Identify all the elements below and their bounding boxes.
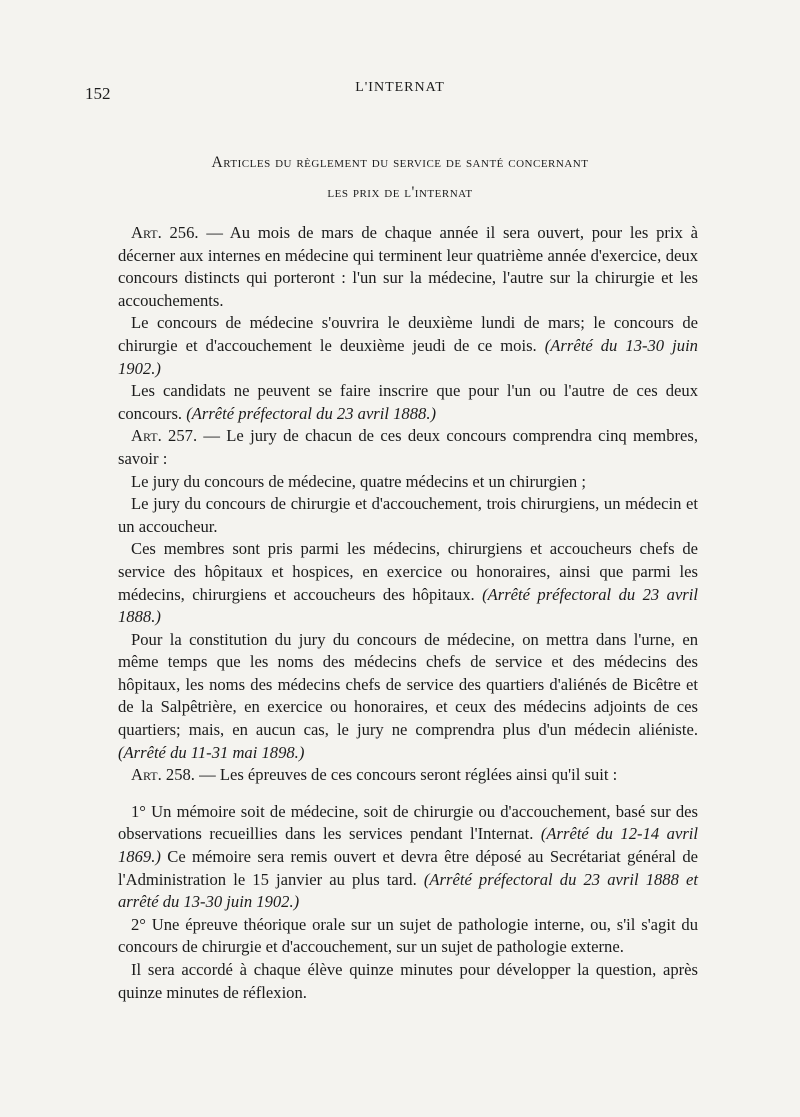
paragraph bbox=[118, 493, 698, 538]
page-number: 152 bbox=[85, 84, 111, 103]
section-title bbox=[90, 148, 710, 208]
paragraph bbox=[118, 380, 698, 425]
citation: (Arrêté du 13-30 juin 1902.) bbox=[118, 335, 698, 378]
citation: (Arrêté du 12-14 avril 1869.) bbox=[118, 824, 698, 867]
running-head: L'INTERNAT bbox=[355, 80, 445, 95]
citation: (Arrêté préfectoral du 23 avril 1888 et arrêté du 13-30 juin 1902.) bbox=[118, 869, 698, 912]
paragraph bbox=[118, 959, 698, 1004]
article-label: Art. 256. bbox=[131, 223, 199, 242]
citation: (Arrêté du 11-31 mai 1898.) bbox=[118, 742, 305, 762]
article-label: Art. 258. bbox=[131, 765, 195, 785]
article-label: Art. 257. bbox=[131, 426, 198, 446]
paragraph bbox=[118, 538, 698, 628]
citation: (Arrêté préfectoral du 23 avril 1888.) bbox=[118, 584, 698, 627]
paragraph-text: Le concours de médecine s'ouvrira le deuxième lundi de mars; le concours de chirurgie et d'accouchement le deuxième jeudi de ce mois. bbox=[118, 313, 698, 355]
paragraph bbox=[118, 471, 698, 494]
section-title-line-1: Articles du règlement du service de santé concernant bbox=[211, 154, 589, 171]
paragraph-text: — Au mois de mars de chaque année il sera ouvert, pour les prix à décerner aux internes en médecine qui terminent leur quatrième année d'exercice, deux concours distincts qui porteront : l'un sur la médecine, l'autre sur la chirurgie et les accouchements. bbox=[118, 223, 698, 310]
paragraph bbox=[118, 312, 698, 380]
paragraph-art-257 bbox=[118, 425, 698, 470]
paragraph-text: Ces membres sont pris parmi les médecins, chirurgiens et accoucheurs chefs de service des hôpitaux et hospices, en exercice ou honoraires, ainsi que parmi les médecins, chirurgiens et accoucheurs des hôpitaux. bbox=[118, 539, 698, 604]
paragraph-text: 2° Une épreuve théorique orale sur un sujet de pathologie interne, ou, s'il s'agit du concours de chirurgie et d'accouchement, sur un sujet de pathologie externe. bbox=[118, 914, 698, 957]
paragraph-text: Pour la constitution du jury du concours de médecine, on mettra dans l'urne, en même temps que les noms des médecins chefs de service et des médecins des hôpitaux, les noms des médecins chefs de service des quartiers d'aliénés de Bicêtre et de la Salpêtrière, en exercice ou honoraires, et ceux des médecins adjoints de ces quartiers; mais, en aucun cas, le jury ne comprendra plus d'un médecin aliéniste. bbox=[118, 629, 698, 740]
paragraph bbox=[118, 801, 698, 914]
body-text bbox=[118, 222, 698, 1004]
paragraph-text: Le jury du concours de médecine, quatre médecins et un chirurgien ; bbox=[131, 471, 586, 491]
paragraph-art-256 bbox=[118, 222, 698, 312]
paragraph-text: Les candidats ne peuvent se faire inscrire que pour l'un ou l'autre de ces deux concours. bbox=[118, 381, 698, 423]
paragraph-text: Il sera accordé à chaque élève quinze minutes pour développer la question, après quinze minutes de réflexion. bbox=[118, 960, 698, 1002]
paragraph-art-258 bbox=[118, 764, 698, 787]
section-title-line-2: les prix de l'internat bbox=[327, 184, 473, 201]
paragraph bbox=[118, 629, 698, 765]
paragraph-text: Ce mémoire sera remis ouvert et devra être déposé au Secrétariat général de l'Administration le 15 janvier au plus tard. bbox=[118, 847, 698, 889]
citation: (Arrêté préfectoral du 23 avril 1888.) bbox=[186, 403, 437, 423]
paragraph-text: Le jury du concours de chirurgie et d'accouchement, trois chirurgiens, un médecin et un accoucheur. bbox=[118, 494, 698, 536]
paragraph-text: 1° Un mémoire soit de médecine, soit de chirurgie ou d'accouchement, basé sur des observations recueillies dans les services pendant l'Internat. bbox=[118, 801, 698, 844]
paragraph-text: — Les épreuves de ces concours seront réglées ainsi qu'il suit : bbox=[194, 765, 618, 785]
paragraph-text: — Le jury de chacun de ces deux concours comprendra cinq membres, savoir : bbox=[118, 426, 698, 468]
paragraph bbox=[118, 914, 698, 959]
